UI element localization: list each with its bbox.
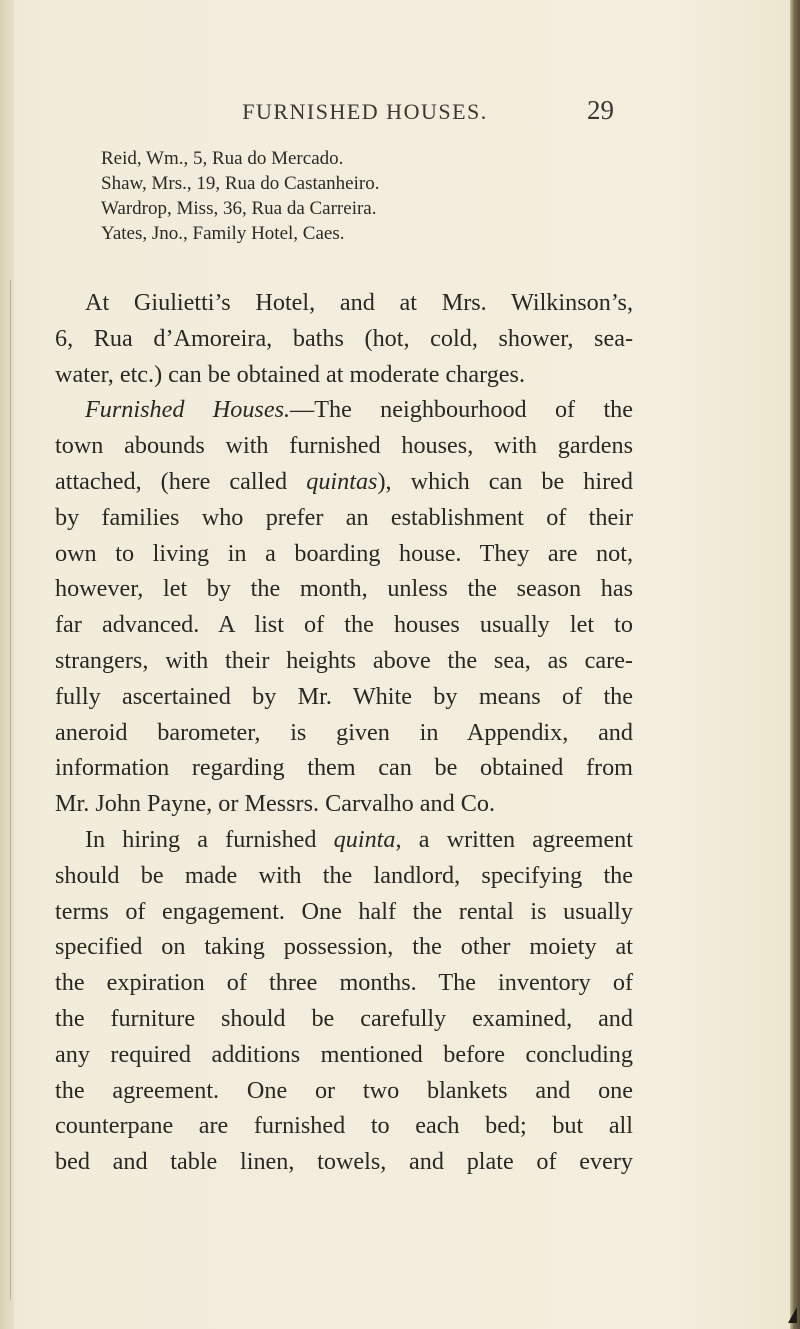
text-fragment: attached, (here called	[55, 467, 307, 495]
text-fragment: ), which can be hired	[377, 467, 633, 495]
text-line: should be made with the landlord, specifying the	[55, 861, 633, 889]
text-line: town abounds with furnished houses, with gardens	[55, 432, 633, 460]
text-line	[55, 392, 633, 428]
text-line: however, let by the month, unless the season has	[55, 575, 633, 603]
text-line: terms of engagement. One half the rental is usually	[55, 897, 633, 925]
text-fragment: In hiring a furnished	[85, 825, 334, 853]
resident-entry: Reid, Wm., 5, Rua do Mercado.	[101, 148, 344, 169]
body-text	[55, 285, 633, 1180]
italic-term: quintas	[306, 467, 378, 495]
text-line: water, etc.) can be obtained at moderate charges.	[55, 360, 526, 388]
text-line: the furniture should be carefully examined, and	[55, 1004, 633, 1032]
text-line: fully ascertained by Mr. White by means of the	[55, 682, 633, 710]
section-heading: Furnished Houses.	[85, 396, 291, 424]
text-line	[55, 822, 633, 858]
page-gutter-shadow	[0, 0, 14, 1329]
text-line: Mr. John Payne, or Messrs. Carvalho and Co.	[55, 790, 496, 818]
text-fragment: —The neighbourhood of the	[290, 396, 634, 424]
page-number: 29	[587, 95, 614, 125]
running-title: FURNISHED HOUSES.	[242, 99, 488, 124]
text-line: strangers, with their heights above the sea, as care-	[55, 646, 633, 674]
text-fragment: , a written agreement	[395, 825, 634, 853]
resident-entry: Yates, Jno., Family Hotel, Caes.	[101, 223, 345, 244]
text-line: aneroid barometer, is given in Appendix, and	[55, 718, 633, 746]
text-line: any required additions mentioned before concluding	[55, 1040, 633, 1068]
text-line: information regarding them can be obtained from	[55, 754, 633, 782]
text-line: the expiration of three months. The inventory of	[55, 969, 633, 997]
text-line: 6, Rua d’Amoreira, baths (hot, cold, shower, sea-	[55, 324, 633, 352]
text-line: own to living in a boarding house. They are not,	[55, 539, 633, 567]
corner-mark-icon	[788, 1307, 797, 1323]
page-fore-edge	[790, 0, 800, 1329]
page-gutter-line	[10, 280, 11, 1300]
text-line: counterpane are furnished to each bed; but all	[55, 1112, 633, 1140]
text-line: far advanced. A list of the houses usually let to	[55, 611, 633, 639]
text-line: by families who prefer an establishment of their	[55, 503, 633, 531]
resident-entry: Wardrop, Miss, 36, Rua da Carreira.	[101, 198, 377, 219]
text-line: At Giulietti’s Hotel, and at Mrs. Wilkinson’s,	[85, 289, 633, 316]
italic-term: quinta	[333, 825, 396, 853]
text-line	[55, 464, 633, 500]
text-line: bed and table linen, towels, and plate of every	[55, 1148, 633, 1176]
resident-entry: Shaw, Mrs., 19, Rua do Castanheiro.	[101, 173, 380, 194]
text-line: the agreement. One or two blankets and one	[55, 1076, 633, 1104]
text-line: specified on taking possession, the other moiety at	[55, 933, 633, 961]
